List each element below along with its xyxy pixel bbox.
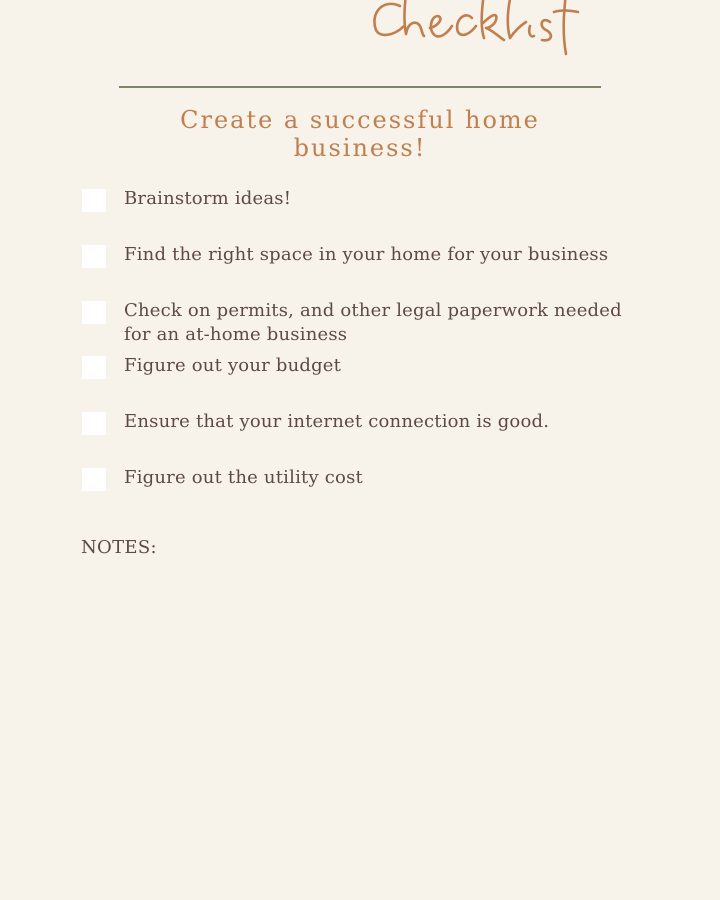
checkbox[interactable]	[82, 412, 106, 435]
checklist-item-label: Figure out the utility cost	[124, 467, 363, 488]
checkbox[interactable]	[82, 245, 106, 268]
checklist-item-label: Brainstorm ideas!	[124, 188, 292, 209]
handwritten-checklist-lettering	[360, 0, 590, 62]
page-subtitle: Create a successful home business!	[180, 106, 540, 162]
checkbox[interactable]	[82, 468, 106, 491]
script-title-logo	[0, 0, 720, 60]
checkbox[interactable]	[82, 189, 106, 212]
checkbox[interactable]	[82, 356, 106, 379]
notes-label: NOTES:	[81, 537, 157, 558]
divider-rule	[119, 86, 601, 88]
checklist-item-label: Ensure that your internet connection is good.	[124, 411, 550, 432]
checkbox[interactable]	[82, 301, 106, 324]
checklist-item-label: Figure out your budget	[124, 355, 342, 376]
checklist-item-label: Find the right space in your home for your business	[124, 244, 609, 265]
checklist-item-label: Check on permits, and other legal paperwork needed for an at-home business	[124, 300, 622, 345]
